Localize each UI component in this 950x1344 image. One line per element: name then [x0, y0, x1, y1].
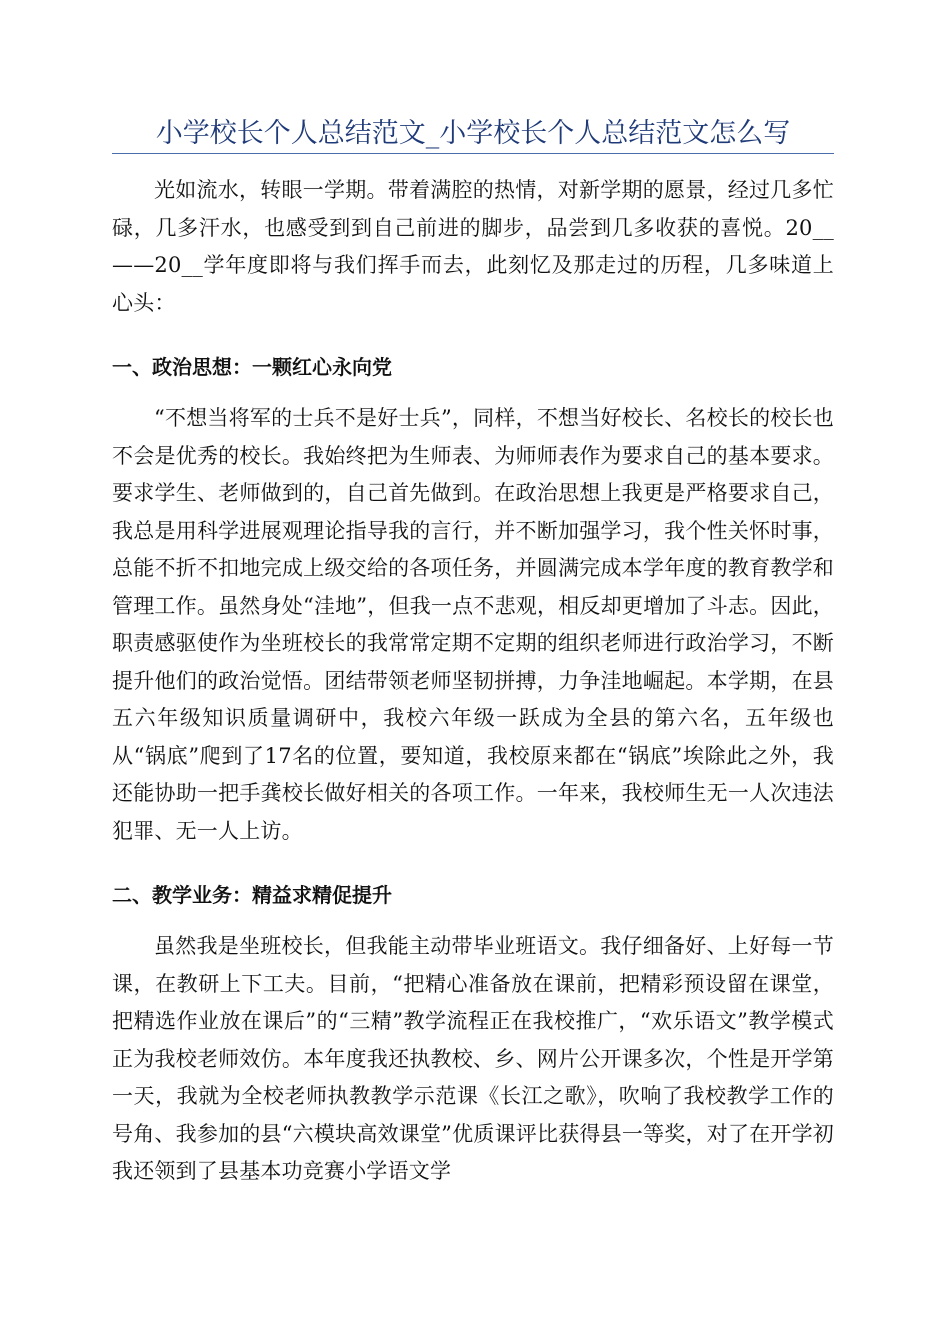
section-heading-teaching: 二、教学业务：精益求精促提升	[112, 883, 392, 907]
document-title: 小学校长个人总结范文_小学校长个人总结范文怎么写	[155, 118, 791, 149]
spacer	[112, 322, 834, 336]
document-body	[112, 172, 834, 1191]
section-paragraph-political: “不想当将军的士兵不是好士兵”，同样，不想当好校长、名校长的校长也不会是优秀的校长。我始终把为生师表、为师师表作为要求自己的基本要求。要求学生、老师做到的，自己首先做到。在政治思想上我更是严格要求自己，我总是用科学进展观理论指导我的言行，并不断加强学习，我个性关怀时事，总能不折不扣地完成上级交给的各项任务，并圆满完成本学年度的教育教学和管理工作。虽然身处“洼地”，但我一点不悲观，相反却更增加了斗志。因此，职责感驱使作为坐班校长的我常常定期不定期的组织老师进行政治学习，不断提升他们的政治觉悟。团结带领老师坚韧拼搏，力争洼地崛起。本学期，在县五六年级知识质量调研中，我校六年级一跃成为全县的第六名，五年级也从“锅底”爬到了17名的位置，要知道，我校原来都在“锅底”埃除此之外，我还能协助一把手龚校长做好相关的各项工作。一年来，我校师生无一人次违法犯罪、无一人上访。	[112, 406, 834, 843]
section-paragraph-teaching: 虽然我是坐班校长，但我能主动带毕业班语文。我仔细备好、上好每一节课，在教研上下工夫。目前，“把精心准备放在课前，把精彩预设留在课堂，把精选作业放在课后”的“三精”教学流程正在我校推广，“欢乐语文”教学模式正为我校老师效仿。本年度我还执教校、乡、网片公开课多次，个性是开学第一天，我就为全校老师执教教学示范课《长江之歌》，吹响了我校教学工作的号角、我参加的县“六模块高效课堂”优质课评比获得县一等奖，对了在开学初我还领到了县基本功竞赛小学语文学	[112, 934, 834, 1183]
intro-paragraph: 光如流水，转眼一学期。带着满腔的热情，对新学期的愿景，经过几多忙碌，几多汗水，也感受到到自己前进的脚步，品尝到几多收获的喜悦。20__——20__学年度即将与我们挥手而去，此刻忆及那走过的历程，几多味道上心头：	[112, 178, 834, 315]
title-underline	[112, 153, 834, 154]
section-heading-political: 一、政治思想：一颗红心永向党	[112, 355, 392, 379]
spacer	[112, 850, 834, 864]
